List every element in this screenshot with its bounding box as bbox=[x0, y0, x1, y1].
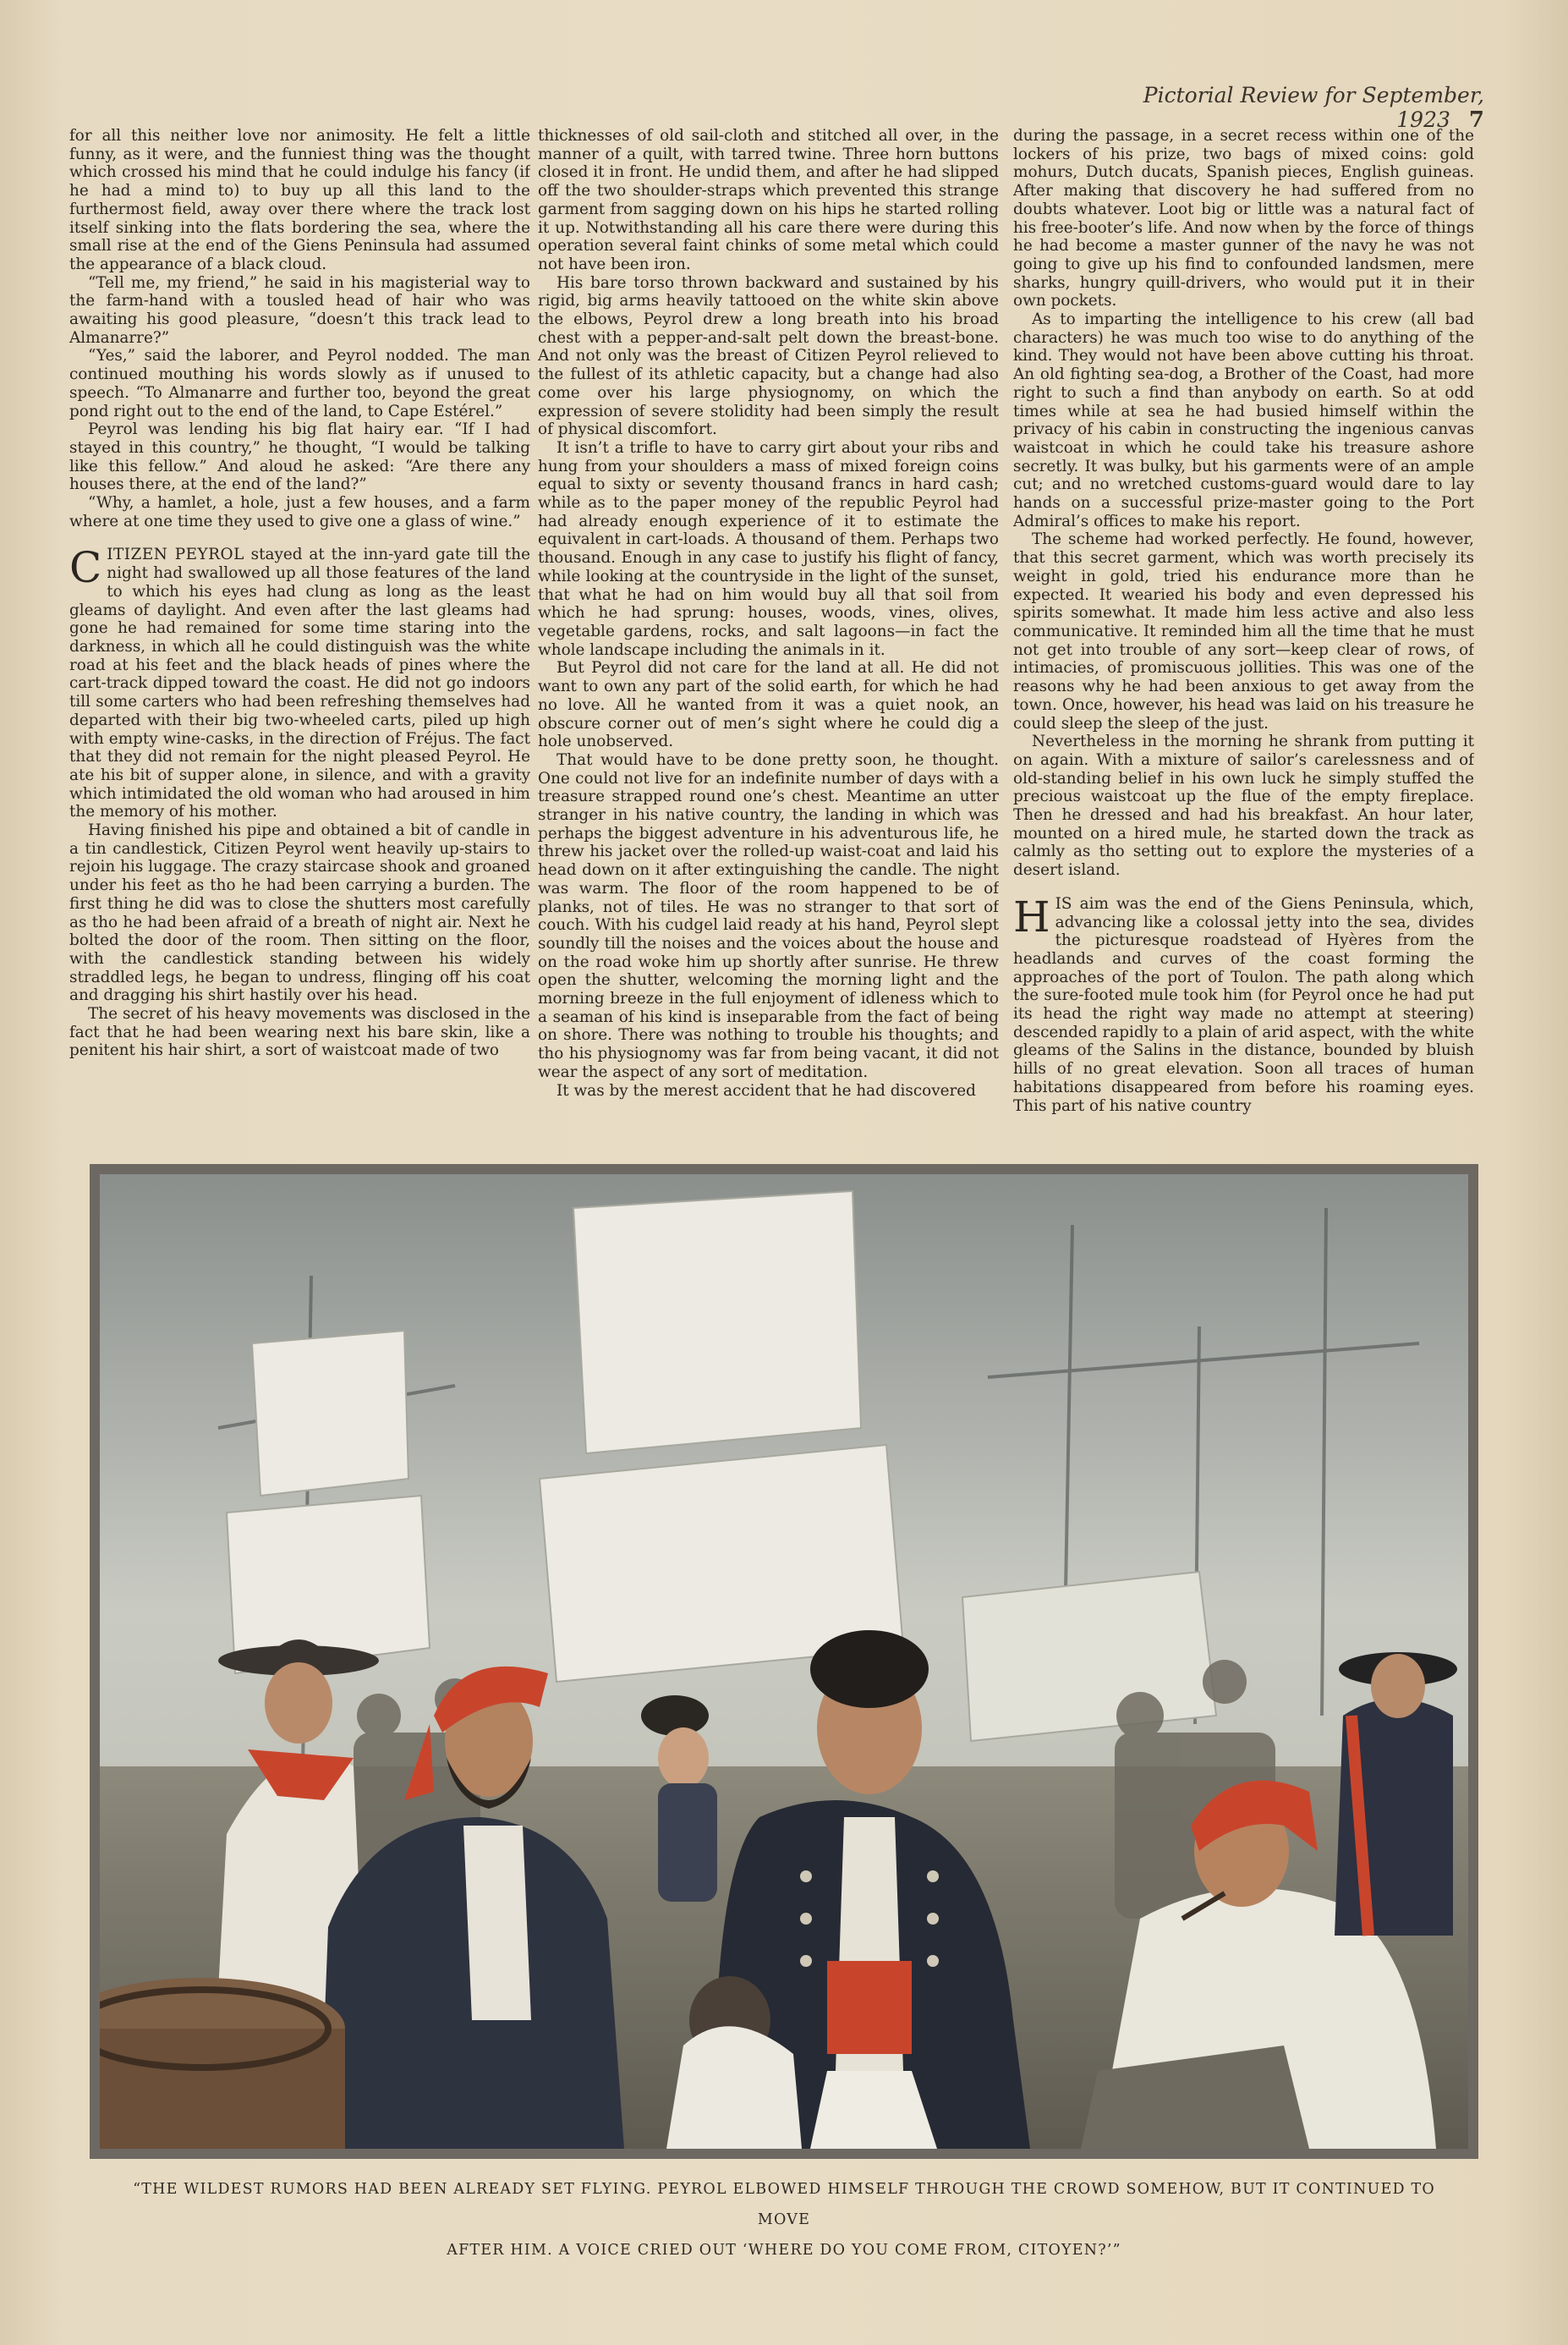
capstan-barrel bbox=[100, 1978, 345, 2149]
section-opening-paragraph bbox=[69, 543, 530, 821]
painted-illustration bbox=[90, 1164, 1478, 2159]
text-column-3 bbox=[1013, 127, 1474, 1117]
paragraph: “Why, a hamlet, a hole, just a few houses, and a farm where at one time they used to give one a glass of wine.” bbox=[69, 494, 530, 530]
paragraph: It isn’t a trifle to have to carry girt about your ribs and hung from your shoulders a mass of mixed foreign coins equal to sixty or seventy thousand francs in hard cash; while as to the paper money of the republic Peyrol had had already enough experience of it to estimate the equivalent in cart-loads. A thousand of them. Perhaps two thousand. Enough in any case to justify his flight of fancy, while looking at the countryside in the light of the sunset, that what he had on him would buy all that soil from which he had sprung: houses, woods, vines, olives, vegetable gardens, rocks, and salt lagoons—in fact the whole landscape including the animals in it. bbox=[538, 438, 999, 659]
text-column-1 bbox=[69, 127, 530, 1117]
paragraph: “Yes,” said the laborer, and Peyrol nodded. The man continued mouthing his words slowly as if unused to speech. “To Almanarre and further too, beyond the great pond right out to the end of the land, to Cape Estérel.” bbox=[69, 347, 530, 420]
running-header bbox=[1078, 83, 1484, 133]
paragraph: during the passage, in a secret recess within one of the lockers of his prize, two bags of mixed coins: gold mohurs, Dutch ducats, Spanish pieces, English guineas. After making that discovery he had suffered from no doubts whatever. Loot big or little was a natural fact of his free-booter’s life. And now when by the force of things he had become a master gunner of the navy he was not going to give up his find to confounded landsmen, mere sharks, hungry quill-drivers, who would put it in their own pockets. bbox=[1013, 127, 1474, 310]
small-caps-lead: ITIZEN PEYROL bbox=[107, 546, 244, 564]
caption-line-2: AFTER HIM. A VOICE CRIED OUT ‘WHERE DO YOU COME FROM, CITOYEN?’” bbox=[447, 2242, 1121, 2259]
paragraph: Having finished his pipe and obtained a bit of candle in a tin candlestick, Citizen Peyrol went heavily up-stairs to rejoin his luggage. The crazy staircase shook and groaned under his feet as tho he had been carrying a burden. The first thing he did was to close the shutters most carefully as tho he had been afraid of a breath of night air. Next he bolted the door of the room. Then sitting on the floor, with the candlestick standing between his widely straddled legs, he began to undress, flinging off his coat and dragging his shirt hastily over his head. bbox=[69, 821, 530, 1005]
paragraph: That would have to be done pretty soon, he thought. One could not live for an indefinite number of days with a treasure strapped round one’s chest. Meantime an utter stranger in his native country, the landing in which was perhaps the biggest adventure in his adventurous life, he threw his jacket over the rolled-up waist-coat and laid his head down on it after extinguishing the candle. The night was warm. The floor of the room happened to be of planks, not of tiles. He was no stranger to that sort of couch. With his cudgel laid ready at his hand, Peyrol slept soundly till the noises and the voices about the house and on the road woke him up shortly after sunrise. He threw open the shutter, welcoming the morning light and the morning breeze in the full enjoyment of idleness which to a seaman of his kind is inseparable from the fact of being on shore. There was nothing to trouble his thoughts; and tho his physiognomy was far from being vacant, it did not wear the aspect of any sort of meditation. bbox=[538, 750, 999, 1081]
paragraph: But Peyrol did not care for the land at all. He did not want to own any part of the solid earth, for which he had no love. All he wanted from it was a quiet nook, an obscure corner out of men’s sight where he could dig a hole unobserved. bbox=[538, 659, 999, 751]
paragraph: It was by the merest accident that he had discovered bbox=[556, 1081, 976, 1100]
paragraph-text: IS aim was the end of the Giens Peninsula, which, advancing like a colossal jetty into the sea, divides the picturesque roadstead of Hyères from the headlands and curves of the coast forming the approaches of the port of Toulon. The path along which the sure-footed mule took him (for Peyrol once he had put its head the right way made no attempt at steering) descended rapidly to a plain of arid aspect, with the white gleams of the Salins in the distance, bounded by bluish hills of no great elevation. Soon all traces of human habitations disappeared from before his roaming eyes. This part of his native country bbox=[1013, 894, 1474, 1115]
paragraph: Nevertheless in the morning he shrank from putting it on again. With a mixture of sailor’s carelessness and of old-standing belief in his own luck he simply stuffed the precious waistcoat up the flue of the empty fireplace. Then he dressed and had his breakfast. An hour later, mounted on a hired mule, he started down the track as calmly as tho setting out to explore the mysteries of a desert island. bbox=[1013, 733, 1474, 880]
illustration-caption bbox=[127, 2174, 1441, 2265]
drop-cap: C bbox=[69, 543, 102, 593]
paragraph: “Tell me, my friend,” he said in his magisterial way to the farm-hand with a tousled head of hair who was awaiting his good pleasure, “doesn’t this track lead to Almanarre?” bbox=[69, 273, 530, 347]
caption-line-1: “THE WILDEST RUMORS HAD BEEN ALREADY SET FLYING. PEYROL ELBOWED HIMSELF THROUGH THE CROWD SOMEHOW, BUT IT CONTINUED TO MOVE bbox=[133, 2181, 1435, 2228]
text-column-2 bbox=[538, 127, 999, 1117]
publication-title: Pictorial Review for September, 1923 bbox=[1143, 83, 1484, 132]
paragraph: As to imparting the intelligence to his crew (all bad characters) he was much too wise to do anything of the kind. They would not have been above cutting his throat. An old fighting sea-dog, a Brother of the Coast, had more right to such a find than anybody on earth. So at odd times while at sea he had busied himself within the privacy of his cabin in constructing the ingenious canvas waistcoat in which he could take his treasure ashore secretly. It was bulky, but his garments were of an ample cut; and no wretched customs-guard would dare to lay hands on a successful prize-master going to the Port Admiral’s offices to make his report. bbox=[1013, 310, 1474, 530]
paragraph-text: stayed at the inn-yard gate till the night had swallowed up all those features of the land to which his eyes had clung as long as the least gleams of daylight. And even after the last gleams had gone he had remained for some time staring into the darkness, in which all he could distinguish was the white road at his feet and the black heads of pines where the cart-track dipped toward the coast. He did not go indoors till some carters who had been refreshing themselves had departed with their big two-wheeled carts, piled up high with empty wine-casks, in the direction of Fréjus. The fact that they did not remain for the night pleased Peyrol. He ate his bit of supper alone, in silence, and with a gravity which intimidated the old woman who had aroused in him the memory of his mother. bbox=[69, 546, 530, 821]
paragraph: thicknesses of old sail-cloth and stitched all over, in the manner of a quilt, with tarred twine. Three horn buttons closed it in front. He undid them, and after he had slipped off the two shoulder-straps which prevented this strange garment from sagging down on his hips he started rolling it up. Notwithstanding all his care there were during this operation several faint chinks of some metal which could not have been iron. bbox=[538, 127, 999, 273]
paragraph: The scheme had worked perfectly. He found, however, that this secret garment, which was worth precisely its weight in gold, tried his endurance more than he expected. It wearied his body and even depressed his spirits somewhat. It made him less active and also less communicative. It reminded him all the time that he must not get into trouble of any sort—keep clear of rows, of intimacies, of promiscuous jollities. This was one of the reasons why he had been anxious to get away from the town. Once, however, his head was laid on his treasure he could sleep the sleep of the just. bbox=[1013, 530, 1474, 733]
paragraph: His bare torso thrown backward and sustained by his rigid, big arms heavily tattooed on the white skin above the elbows, Peyrol drew a long breath into his broad chest with a pepper-and-salt pelt down the breast-bone. And not only was the breast of Citizen Peyrol relieved to the fullest of its athletic capacity, but a change had also come over his large physiognomy, on which the expression of severe stolidity had been simply the result of physical discomfort. bbox=[538, 273, 999, 439]
paragraph: The secret of his heavy movements was disclosed in the fact that he had been wearing next his bare skin, like a penitent his hair shirt, a sort of waistcoat made of two bbox=[69, 1005, 530, 1060]
page-number: 7 bbox=[1468, 107, 1484, 133]
paragraph: Peyrol was lending his big flat hairy ear. “If I had stayed in this country,” he thought, “I would be talking like this fellow.” And aloud he asked: “Are there any houses there, at the end of the land?” bbox=[69, 420, 530, 494]
paragraph: for all this neither love nor animosity. He felt a little funny, as it were, and the funniest thing was the thought which crossed his mind that he could indulge his fancy (if he had a mind to) to buy up all this land to the furthermost field, away over there where the track lost itself sinking into the flats bordering the sea, where the small rise at the end of the Giens Peninsula had assumed the appearance of a black cloud. bbox=[69, 127, 530, 273]
section-opening-paragraph bbox=[1013, 892, 1474, 1115]
drop-cap: H bbox=[1013, 892, 1050, 942]
harbor-crowd-painting bbox=[100, 1174, 1468, 2149]
